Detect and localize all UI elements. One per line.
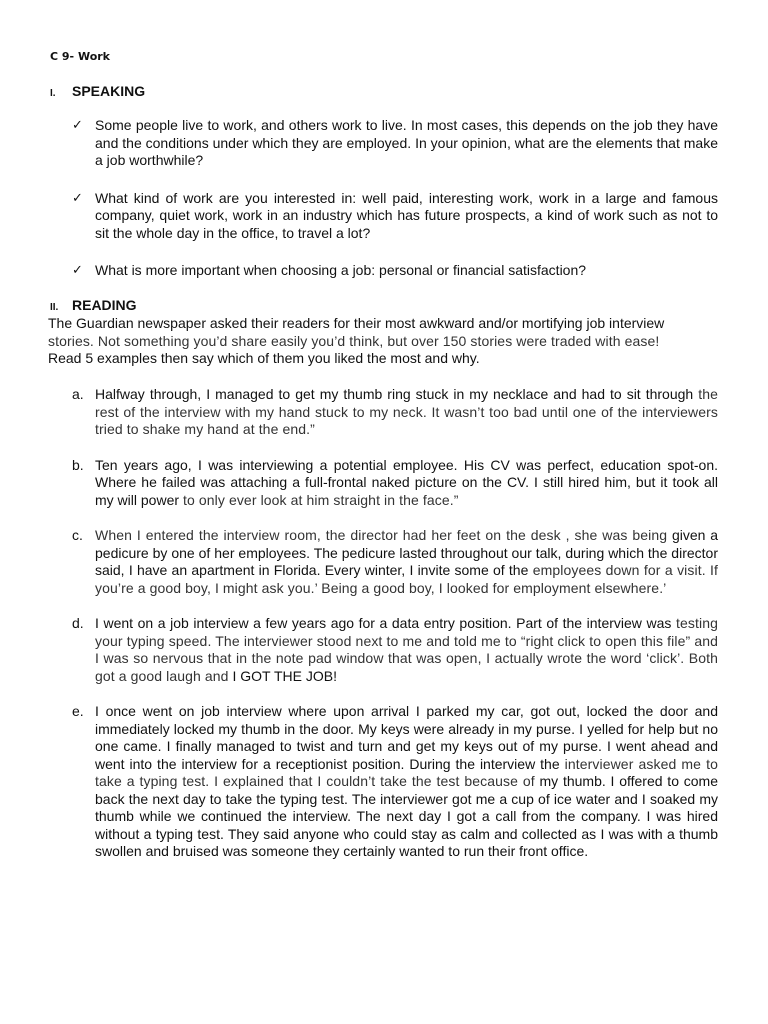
example-letter: d. — [72, 615, 84, 631]
checkmark-icon: ✓ — [72, 262, 83, 277]
example-text-part: my thumb. I offered to come back the next day to take the typing test. The interviewer got me a cup of ice water and I soaked my thumb while we continued the interview. The next day I got a call from the company. I was hired without a typing test. They said anyone who could stay as calm and collected as I was with a thumb swollen and bruised was someone they certainly wanted to run their front office. — [95, 773, 718, 859]
speaking-question — [72, 262, 718, 280]
reading-example-b — [72, 457, 718, 510]
example-text-part: testing your typing speed. The interviewer stood next to me and told me to “right click to open this file” and I was so nervous that in the note pad window that was open, I actually wrote the word ‘click’. Both got a good laugh and — [95, 615, 718, 684]
example-text-part: When I entered the interview room, the director had her feet on the desk , she was being — [95, 527, 668, 543]
example-text-part: Ten years ago, I was interviewing a potential employee. His CV was perfect, education spot-on. Where he failed was attaching a full-frontal naked picture on the CV. I still hired him, but it took all my will power — [95, 456, 718, 508]
example-text — [95, 615, 718, 685]
speaking-question — [72, 117, 718, 170]
example-letter: b. — [72, 456, 84, 473]
reading-example-a — [72, 386, 718, 439]
document-title: C 9- Work — [50, 50, 110, 63]
example-text-part: to only ever look at him straight in the face.” — [179, 491, 459, 508]
checkmark-icon: ✓ — [72, 189, 83, 205]
speaking-numeral: I. — [50, 88, 56, 99]
speaking-heading — [50, 83, 145, 99]
example-letter: c. — [72, 527, 83, 543]
example-text-part: given a pedicure by one of her employees. The pedicure lasted throughout our talk, during which the director said, I have an apartment in Florida. Every winter, I invite some of the — [95, 527, 718, 578]
reading-example-list — [72, 386, 718, 879]
example-text-part: employees down for a visit. If you’re a good boy, I might ask you.’ Being a good boy, I looked for employment elsewhere.’ — [95, 562, 719, 596]
speaking-question-text: What kind of work are you interested in: well paid, interesting work, work in a large and famous company, quiet work, work in an industry which has future prospects, a kind of work such as not to sit the whole day in the office, to travel a lot? — [95, 189, 718, 241]
example-text-part: I once went on job interview where upon arrival I parked my car, got out, locked the door and immediately locked my thumb in the door. My keys were already in my purse. I yelled for help but no one came. I finally managed to twist and turn and get my keys out of my purse. I went ahead and went into the interview for a receptionist position. During the interview the — [95, 703, 718, 772]
reading-heading — [50, 297, 137, 313]
reading-heading-text: READING — [72, 297, 137, 313]
example-text — [95, 457, 718, 510]
reading-example-c — [72, 527, 718, 597]
speaking-heading-text: SPEAKING — [72, 83, 146, 99]
example-text — [95, 386, 718, 439]
checkmark-icon: ✓ — [72, 117, 83, 132]
speaking-question-text: What is more important when choosing a job: personal or financial satisfaction? — [95, 262, 587, 278]
example-text-part: I GOT THE JOB! — [228, 667, 337, 684]
example-text-part: Halfway through, I managed to get my thumb ring stuck in my necklace and had to sit through — [95, 386, 694, 402]
speaking-question — [72, 190, 718, 243]
example-text-part: I went on a job interview a few years ago for a data entry position. Part of the interview was — [95, 615, 672, 631]
speaking-question-text: Some people live to work, and others work to live. In most cases, this depends on the job they have and the conditions under which they are employed. In your opinion, what are the elements that make a job worthwhile? — [95, 117, 718, 168]
speaking-question-list — [72, 117, 718, 300]
reading-example-d — [72, 615, 718, 685]
reading-example-e — [72, 703, 718, 861]
example-letter: e. — [72, 703, 84, 719]
example-letter: a. — [72, 386, 84, 402]
example-text — [95, 703, 718, 861]
reading-intro-line: The Guardian newspaper asked their readers for their most awkward and/or mortifying job interview — [48, 315, 665, 331]
reading-numeral: II. — [50, 302, 59, 313]
reading-intro-line: Read 5 examples then say which of them you liked the most and why. — [48, 350, 480, 366]
example-text-part: interviewer asked me to take a typing test. I explained that I couldn’t take the test because of — [95, 755, 718, 789]
example-text — [95, 527, 718, 597]
reading-intro-line: stories. Not something you’d share easily you’d think, but over 150 stories were traded with ease! — [48, 332, 660, 349]
reading-intro — [48, 315, 718, 368]
example-text-part: the rest of the interview with my hand stuck to my neck. It wasn’t too bad until one of the interviewers tried to shake my hand at the end.” — [95, 386, 719, 437]
